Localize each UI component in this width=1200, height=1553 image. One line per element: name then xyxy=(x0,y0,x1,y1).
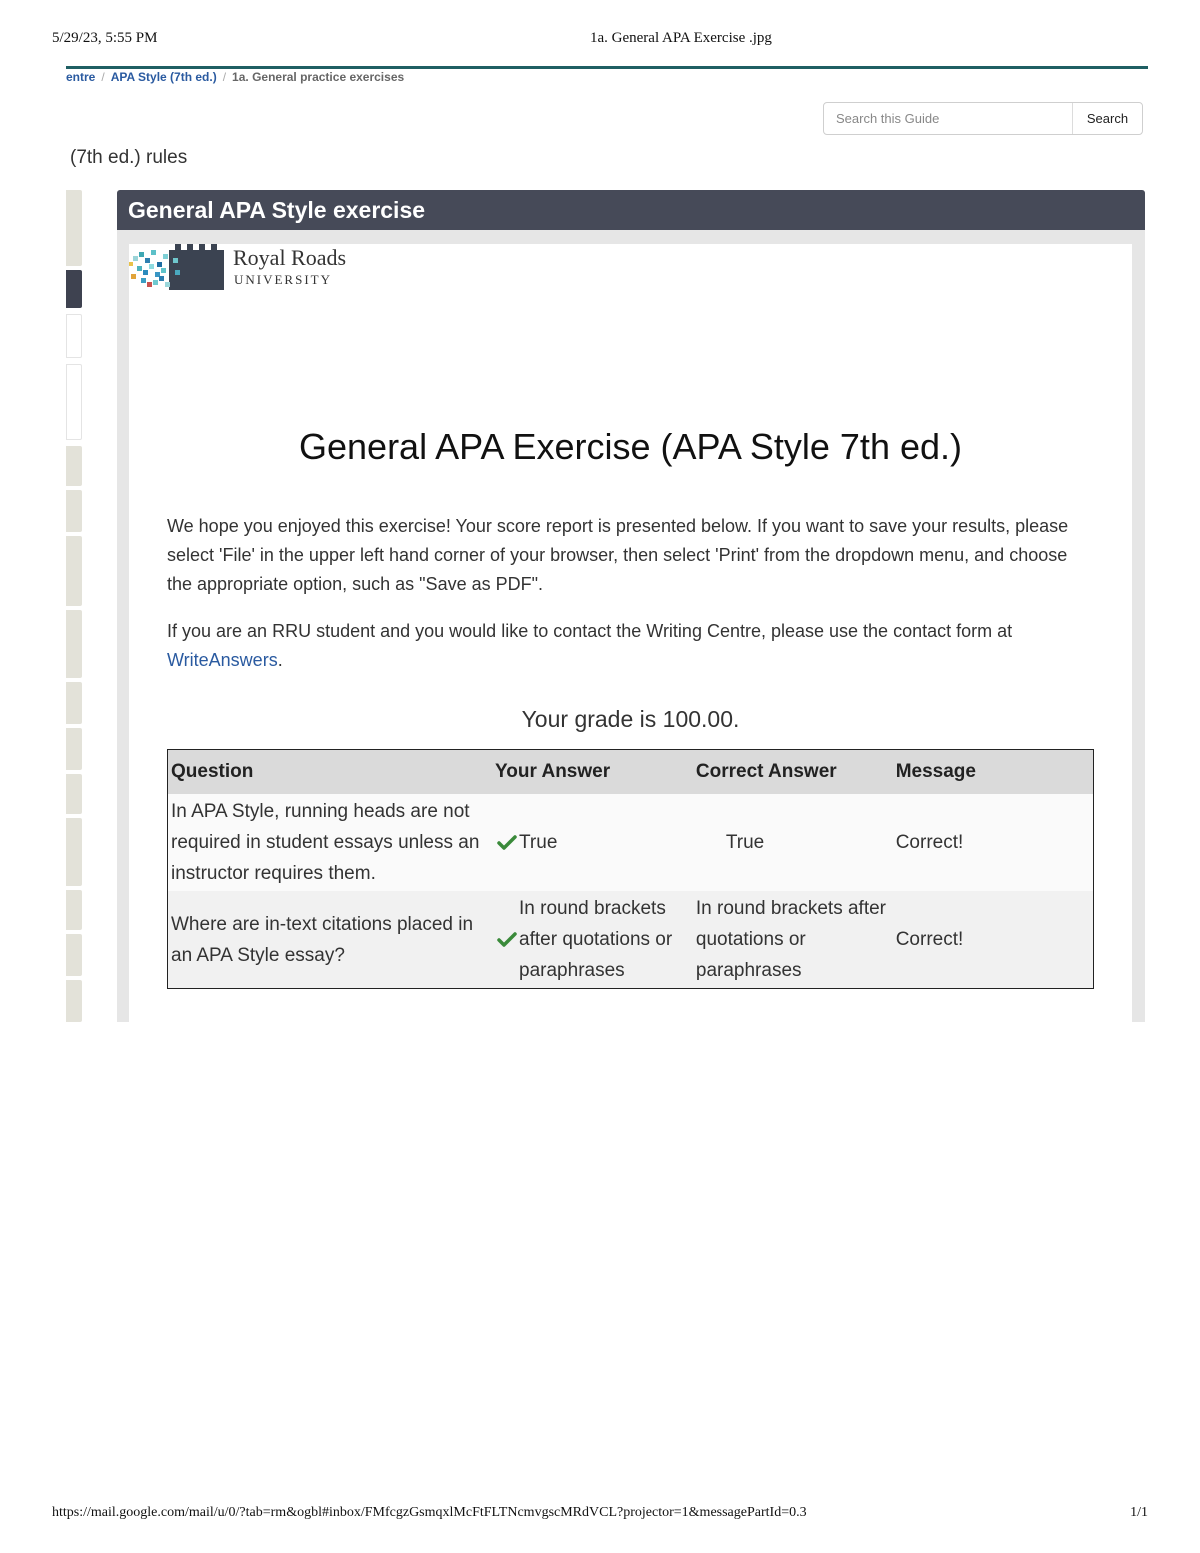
table-row xyxy=(168,794,1094,891)
intro-paragraph: We hope you enjoyed this exercise! Your score report is presented below. If you want to save your results, please select 'File' in the upper left hand corner of your browser, then select 'Print' from the dropdown menu, and choose the appropriate option, such as "Save as PDF". xyxy=(167,516,1069,594)
side-nav-tab[interactable] xyxy=(66,728,82,770)
results-table xyxy=(167,749,1094,989)
message-cell: Correct! xyxy=(893,794,1094,891)
breadcrumb xyxy=(66,70,404,84)
panel-heading: General APA Style exercise xyxy=(117,190,1145,230)
header-correct-answer: Correct Answer xyxy=(693,750,893,795)
breadcrumb-link-apa-style[interactable]: APA Style (7th ed.) xyxy=(110,70,217,84)
your-answer-text: True xyxy=(519,832,558,853)
print-footer-url: https://mail.google.com/mail/u/0/?tab=rm&ogbl#inbox/FMfcgzGsmqxlMcFtFLTNcmvgscMRdVCL?projector=1&messagePartId=0.3 xyxy=(52,1505,807,1520)
correct-answer-cell: In round brackets after quotations or paraphrases xyxy=(693,891,893,989)
search-input[interactable] xyxy=(824,103,1072,134)
correct-answer-cell: True xyxy=(693,794,893,891)
contact-paragraph-text: If you are an RRU student and you would like to contact the Writing Centre, please use the contact form at xyxy=(167,621,1013,641)
print-header-title: 1a. General APA Exercise .jpg xyxy=(590,30,772,46)
page-section-title: (7th ed.) rules xyxy=(70,147,188,168)
writeanswers-link[interactable]: WriteAnswers xyxy=(167,650,278,670)
royal-roads-logo xyxy=(129,244,389,294)
message-cell: Correct! xyxy=(893,891,1094,989)
breadcrumb-current: 1a. General practice exercises xyxy=(232,70,405,84)
top-accent-rule xyxy=(66,66,1148,69)
contact-paragraph-end: . xyxy=(277,650,283,670)
logo-subtitle: UNIVERSITY xyxy=(234,272,332,287)
search-button[interactable]: Search xyxy=(1072,103,1142,134)
logo-name: Royal Roads xyxy=(233,245,347,270)
checkmark-icon xyxy=(495,932,519,948)
exercise-title: General APA Exercise (APA Style 7th ed.) xyxy=(299,426,962,467)
header-message: Message xyxy=(893,750,1094,795)
question-cell: Where are in-text citations placed in an APA Style essay? xyxy=(168,891,493,989)
your-answer-cell xyxy=(492,794,693,891)
header-question: Question xyxy=(168,750,493,795)
side-navigation xyxy=(66,190,82,1022)
royal-roads-logo-mark-icon xyxy=(129,244,224,290)
side-nav-tab-active[interactable] xyxy=(66,270,82,308)
side-nav-tab[interactable] xyxy=(66,490,82,532)
exercise-panel xyxy=(117,190,1145,1022)
side-nav-tab[interactable] xyxy=(66,190,82,266)
side-nav-tab[interactable] xyxy=(66,818,82,886)
header-your-answer: Your Answer xyxy=(492,750,693,795)
panel-body xyxy=(129,244,1132,1022)
side-nav-tab[interactable] xyxy=(66,364,82,440)
print-header-datetime: 5/29/23, 5:55 PM xyxy=(52,30,158,46)
breadcrumb-separator: / xyxy=(101,70,105,84)
guide-search-form xyxy=(823,102,1143,135)
breadcrumb-separator: / xyxy=(222,70,227,84)
side-nav-tab[interactable] xyxy=(66,682,82,724)
side-nav-tab[interactable] xyxy=(66,980,82,1022)
side-nav-tab[interactable] xyxy=(66,610,82,678)
checkmark-icon xyxy=(495,835,519,851)
side-nav-tab[interactable] xyxy=(66,890,82,930)
contact-paragraph xyxy=(167,617,1087,675)
breadcrumb-link-writing-centre[interactable]: entre xyxy=(66,70,96,84)
side-nav-tab[interactable] xyxy=(66,536,82,606)
question-cell: In APA Style, running heads are not required in student essays unless an instructor requires them. xyxy=(168,794,493,891)
side-nav-tab[interactable] xyxy=(66,314,82,358)
side-nav-tab[interactable] xyxy=(66,774,82,814)
table-row xyxy=(168,891,1094,989)
print-footer-page: 1/1 xyxy=(1130,1505,1148,1520)
your-answer-text: In round brackets after quotations or paraphrases xyxy=(519,898,673,981)
table-header-row xyxy=(168,750,1094,795)
grade-text: Your grade is 100.00. xyxy=(521,706,740,732)
side-nav-tab[interactable] xyxy=(66,446,82,486)
side-nav-tab[interactable] xyxy=(66,934,82,976)
your-answer-cell xyxy=(492,891,693,989)
